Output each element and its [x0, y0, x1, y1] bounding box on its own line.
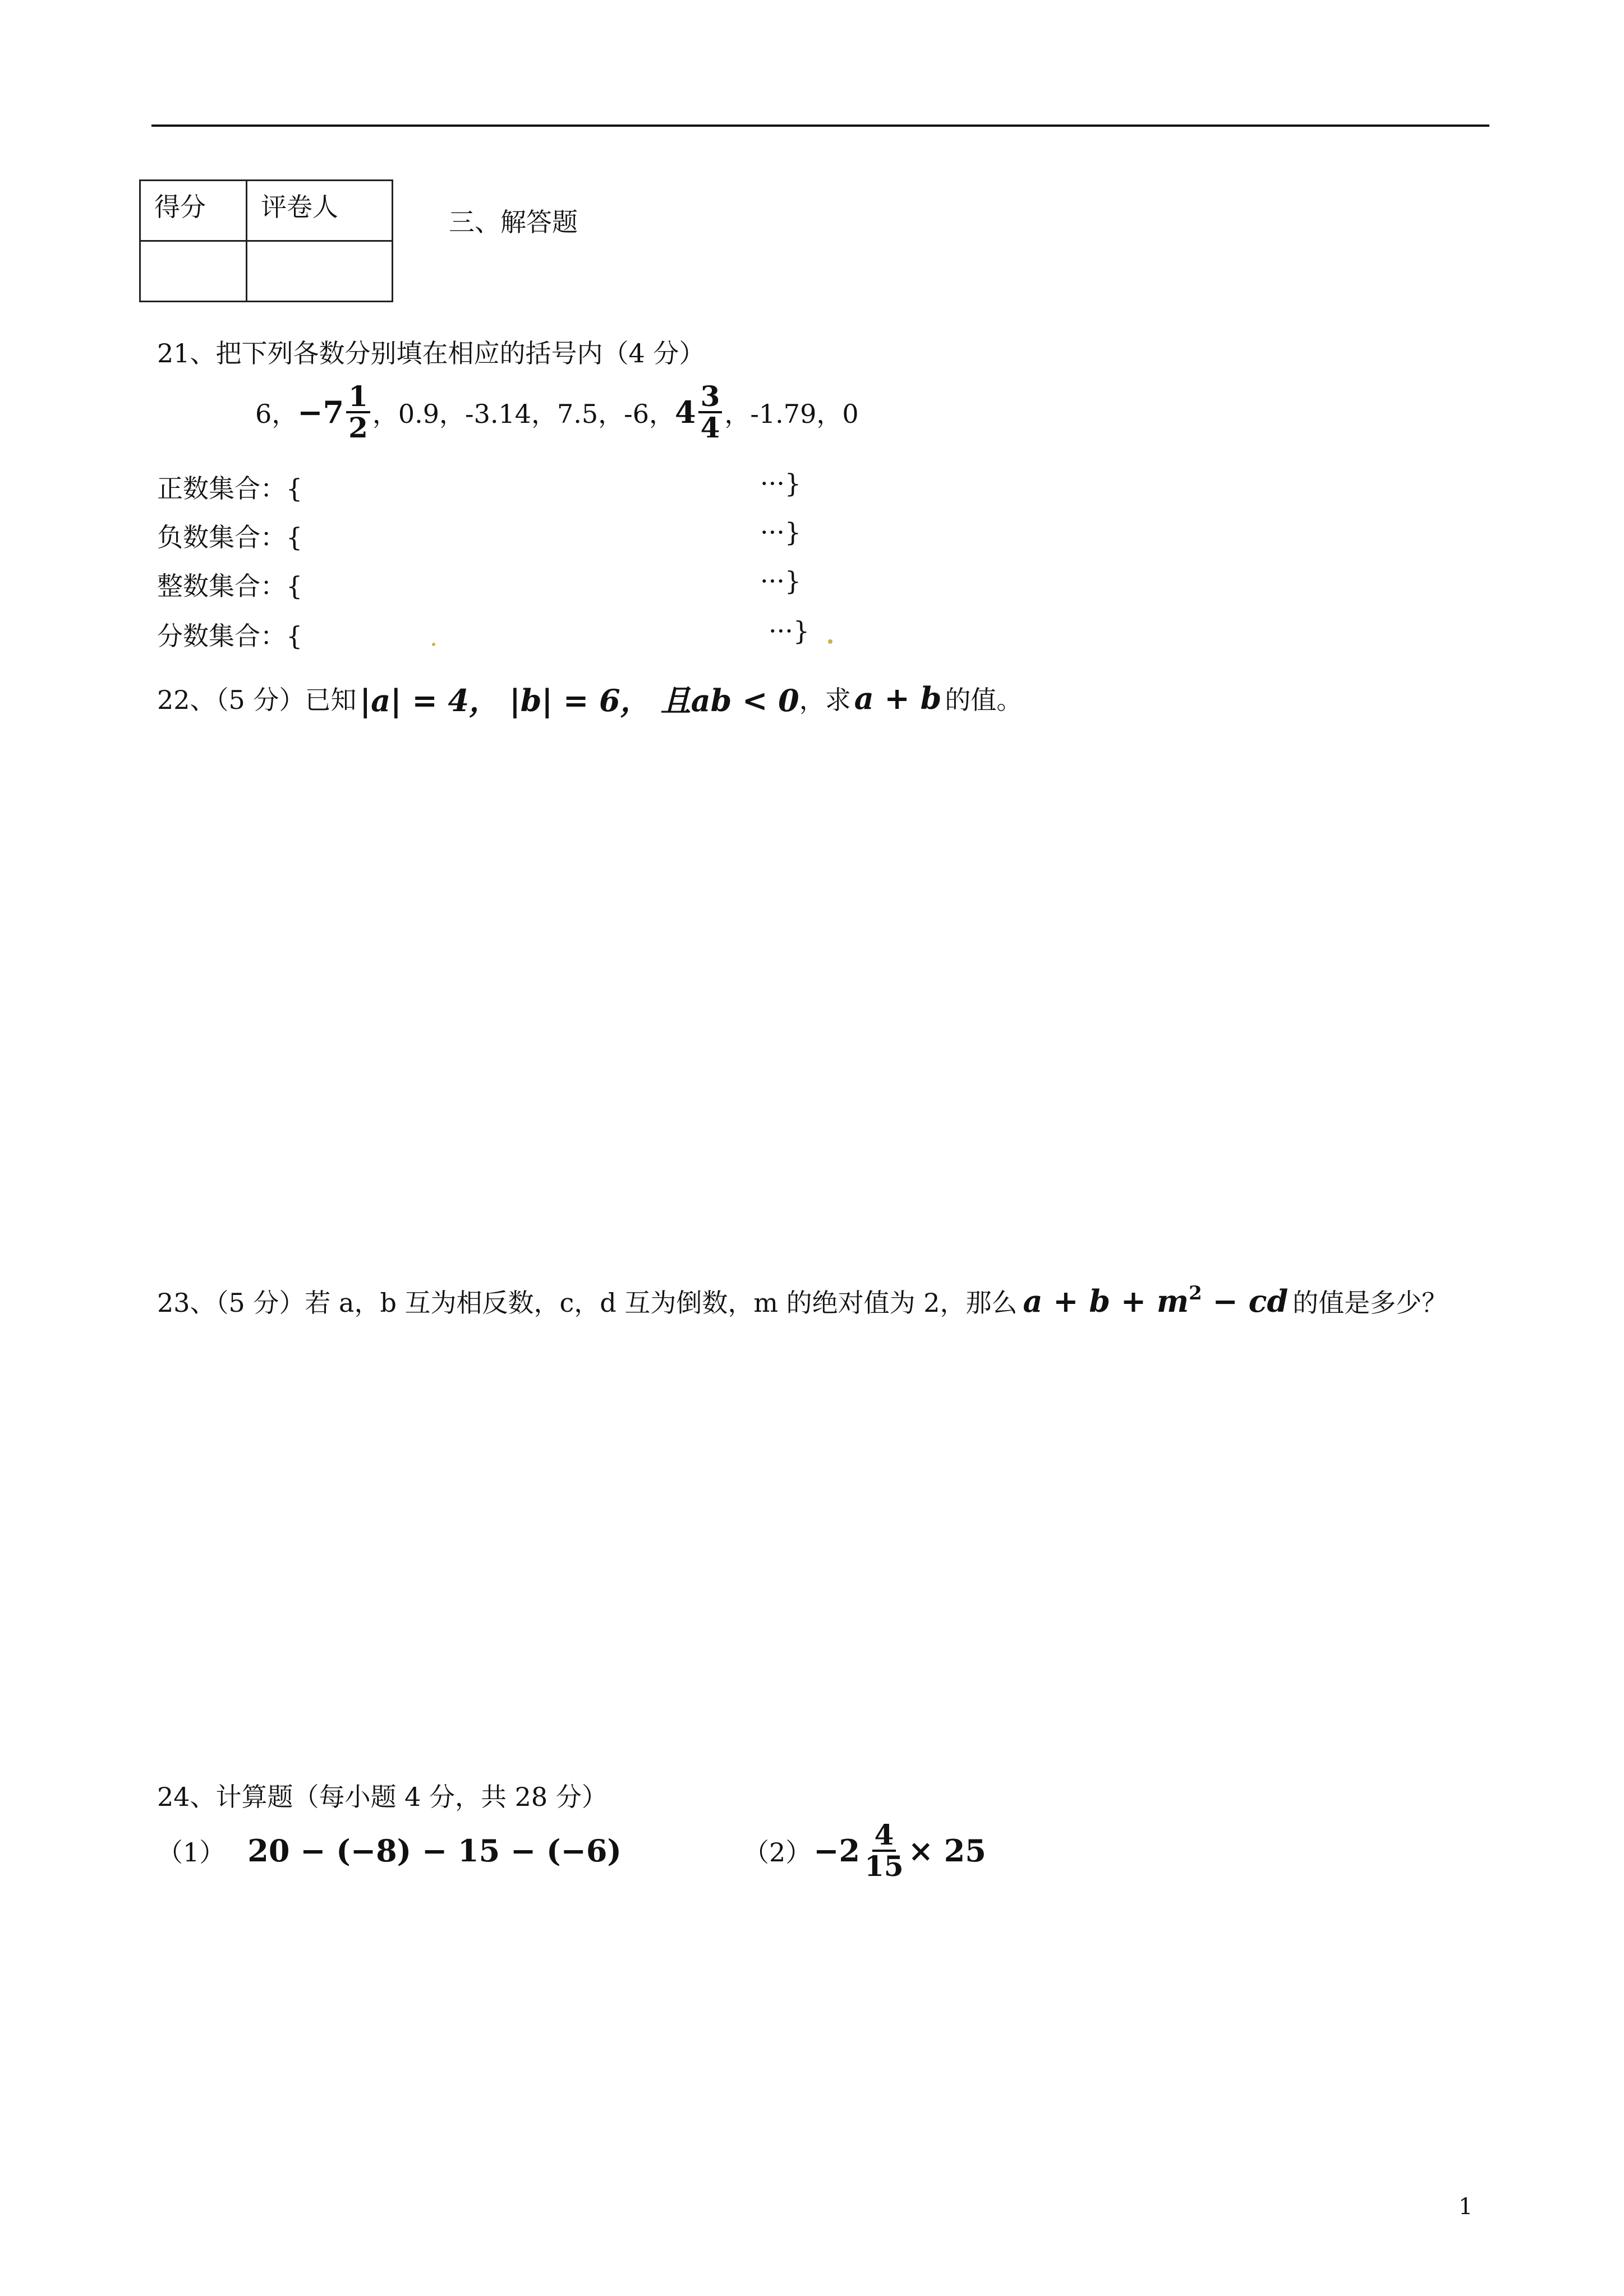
- q21-prompt: 21、把下列各数分别填在相应的括号内（4 分）: [157, 338, 705, 368]
- top-rule: [151, 125, 1489, 127]
- q21-mixed1-denominator: 2: [348, 411, 368, 444]
- score-label-cell: 得分: [140, 181, 247, 241]
- q21-mixed2-fraction: [698, 379, 723, 444]
- set-negative-label: 负数集合：{: [157, 522, 303, 552]
- q22-prefix: 22、（5 分）已知: [157, 685, 357, 715]
- q23-prefix: 23、（5 分）若 a，b 互为相反数，c，d 互为倒数，m 的绝对值为 2，那么: [157, 1288, 1018, 1318]
- set-integer-label: 整数集合：{: [157, 571, 303, 601]
- q21-num-1: 6，: [255, 399, 298, 429]
- q21-num-tail: ，-1.79，0: [724, 399, 859, 429]
- grader-entry-cell[interactable]: [247, 241, 393, 302]
- q21-mixed2-denominator: 4: [700, 411, 720, 444]
- q24-p2-fraction: [862, 1820, 906, 1882]
- q22-line: [157, 676, 1022, 721]
- q24-part1: [157, 1811, 622, 1890]
- q24-prompt: 24、计算题（每小题 4 分，共 28 分）: [157, 1782, 608, 1812]
- q21-number-list: [255, 373, 859, 451]
- q22-suffix: 的值。: [945, 685, 1023, 715]
- q23-line: [157, 1279, 1447, 1324]
- q21-mixed1-fraction: [346, 379, 370, 444]
- q23-expr-sup: 2: [1189, 1282, 1202, 1304]
- q21-mixed2-whole: 4: [675, 394, 696, 430]
- set-integer-end: ···}: [760, 566, 802, 596]
- q21-mixed1-numerator: 1: [346, 382, 370, 414]
- q24-p1-label: （1）: [157, 1837, 226, 1868]
- score-table: [139, 179, 393, 302]
- q21-mixed2-numerator: 3: [698, 382, 723, 414]
- q22-cond-b: |b| = 6，: [509, 682, 651, 718]
- q23-suffix: 的值是多少？: [1292, 1288, 1448, 1318]
- q24-p2-tail: × 25: [908, 1833, 986, 1869]
- q24-p2-label: （2）: [743, 1837, 812, 1868]
- q24-p2-whole: −2: [813, 1833, 861, 1869]
- page-number: 1: [1459, 2194, 1473, 2220]
- section-title: 三、解答题: [449, 207, 578, 237]
- grader-label-cell: 评卷人: [247, 181, 393, 241]
- q23-expr-tail: − cd: [1202, 1283, 1289, 1319]
- stray-mark: [432, 643, 435, 646]
- set-positive-label: 正数集合：{: [157, 473, 303, 504]
- q22-expr: a + b: [854, 680, 942, 716]
- score-entry-cell[interactable]: [140, 241, 247, 302]
- q22-cond-ab: 且ab < 0: [660, 682, 799, 718]
- stray-mark: [828, 639, 832, 644]
- set-fraction-label: 分数集合：{: [157, 621, 303, 651]
- q24-p1-expr: 20 − (−8) − 15 − (−6): [247, 1833, 622, 1869]
- q24-p2-denominator: 15: [864, 1850, 904, 1883]
- set-negative-end: ···}: [760, 517, 802, 547]
- q24-part2: [743, 1811, 986, 1890]
- q24-p2-numerator: 4: [872, 1820, 896, 1852]
- set-fraction-end: ···}: [769, 616, 810, 646]
- q22-mid: ，求: [799, 685, 851, 715]
- q23-expr-base: a + b + m: [1023, 1283, 1189, 1319]
- q21-mixed1-whole: −7: [297, 394, 344, 430]
- set-positive-end: ···}: [760, 468, 802, 499]
- q22-cond-a: |a| = 4，: [360, 682, 500, 718]
- q21-num-mid: ，0.9，-3.14，7.5，-6，: [372, 399, 675, 429]
